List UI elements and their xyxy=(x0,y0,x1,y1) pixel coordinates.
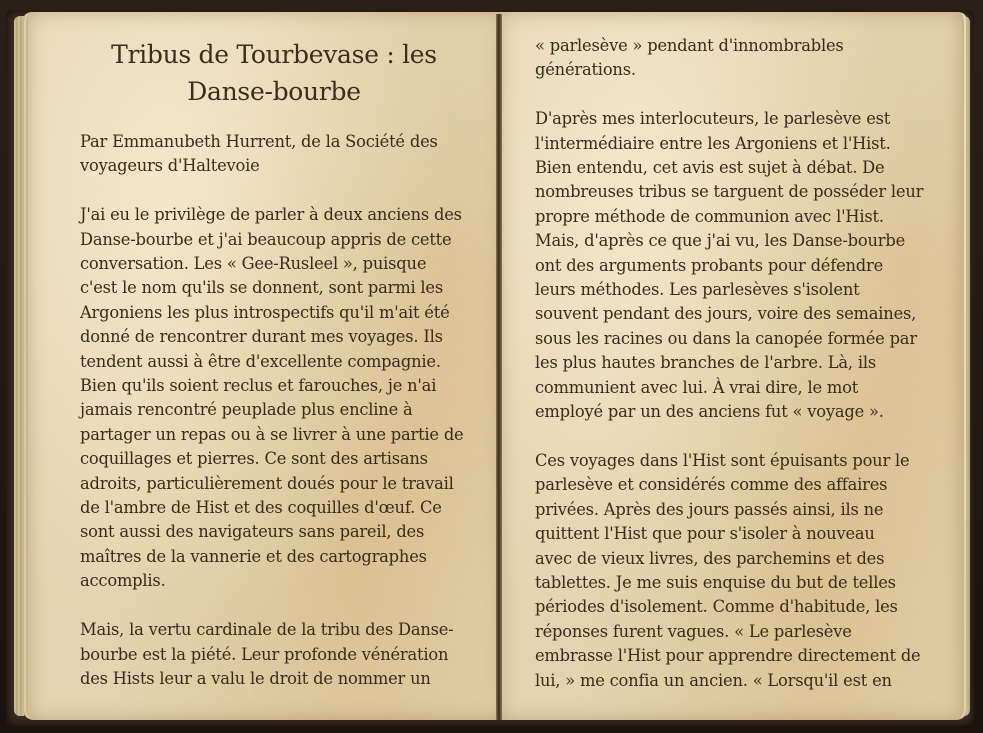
text-line: tablettes. Je me suis enquise du but de telles xyxy=(535,572,896,592)
text-line: partager un repas ou à se livrer à une partie de xyxy=(80,424,464,444)
text-line: souvent pendant des jours, voire des semaines, xyxy=(535,304,917,324)
text-line: tendent aussi à être d'excellente compagnie. xyxy=(80,351,441,371)
text-line: communient avec lui. À vrai dire, le mot xyxy=(535,377,859,397)
text-line: Danse-bourbe et j'ai beaucoup appris de cette xyxy=(80,229,452,249)
text-line: jamais rencontré peuplade plus encline à xyxy=(80,400,413,420)
text-line: Bien qu'ils soient reclus et farouches, je n'ai xyxy=(80,376,437,396)
paragraph xyxy=(535,34,930,83)
text-line: générations. xyxy=(535,60,636,80)
text-line: l'intermédiaire entre les Argoniens et l'Hist. xyxy=(535,133,891,153)
text-line: maîtres de la vannerie et des cartographes xyxy=(80,546,427,566)
text-line: lui, » me confia un ancien. « Lorsqu'il est en xyxy=(535,670,892,690)
paragraph xyxy=(80,618,470,691)
text-line: de l'ambre de Hist et des coquilles d'œuf. Ce xyxy=(80,498,442,518)
text-line: J'ai eu le privilège de parler à deux anciens des xyxy=(80,205,462,225)
author-byline xyxy=(80,130,470,179)
text-line: sont aussi des navigateurs sans pareil, des xyxy=(80,522,425,542)
text-line: parlesève et considérés comme des affaires xyxy=(535,475,888,495)
text-line: adroits, particulièrement doués pour le travail xyxy=(80,473,454,493)
byline-line: voyageurs d'Haltevoie xyxy=(80,156,260,176)
paragraph xyxy=(535,449,930,693)
left-page-text xyxy=(80,130,470,691)
text-line: sous les racines ou dans la canopée formée par xyxy=(535,328,917,348)
byline-line: Par Emmanubeth Hurrent, de la Société des xyxy=(80,132,438,151)
title-line: Tribus de Tourbevase : les xyxy=(111,40,437,69)
text-line: bourbe est la piété. Leur profonde vénération xyxy=(80,644,449,664)
text-line: accomplis. xyxy=(80,571,166,591)
text-line: les plus hautes branches de l'arbre. Là, ils xyxy=(535,353,877,373)
text-line: propre méthode de communion avec l'Hist. xyxy=(535,206,884,226)
text-line: réponses furent vagues. « Le parlesève xyxy=(535,621,852,641)
text-line: nombreuses tribus se targuent de posséder leur xyxy=(535,182,924,202)
text-line: leurs méthodes. Les parlesèves s'isolent xyxy=(535,280,860,300)
text-line: coquillages et pierres. Ce sont des artisans xyxy=(80,449,428,469)
text-line: Mais, d'après ce que j'ai vu, les Danse-bourbe xyxy=(535,231,906,251)
text-line: donné de rencontrer durant mes voyages. Ils xyxy=(80,327,443,347)
text-line: Bien entendu, cet avis est sujet à débat. De xyxy=(535,158,885,178)
text-line: Argoniens les plus introspectifs qu'il m'ait été xyxy=(80,302,450,322)
text-line: embrasse l'Hist pour apprendre directement de xyxy=(535,646,921,666)
paragraph xyxy=(80,203,470,594)
text-line: quittent l'Hist que pour s'isoler à nouveau xyxy=(535,524,875,544)
text-line: privées. Après des jours passés ainsi, ils ne xyxy=(535,499,884,519)
text-line: Ces voyages dans l'Hist sont épuisants pour le xyxy=(535,450,910,470)
text-line: avec de vieux livres, des parchemins et des xyxy=(535,548,885,568)
text-line: c'est le nom qu'ils se donnent, sont parmi les xyxy=(80,278,444,298)
book-title xyxy=(70,36,478,110)
text-line: employé par un des anciens fut « voyage ». xyxy=(535,402,884,422)
text-line: périodes d'isolement. Comme d'habitude, les xyxy=(535,597,898,617)
text-line: D'après mes interlocuteurs, le parlesève est xyxy=(535,109,891,129)
right-page-text xyxy=(535,34,930,693)
text-line: des Hists leur a valu le droit de nommer un xyxy=(80,668,431,688)
title-line: Danse-bourbe xyxy=(187,77,361,106)
text-line: « parlesève » pendant d'innombrables xyxy=(535,36,844,55)
text-line: ont des arguments probants pour défendre xyxy=(535,255,884,275)
text-line: Mais, la vertu cardinale de la tribu des Danse- xyxy=(80,620,454,640)
paragraph xyxy=(535,107,930,424)
text-line: conversation. Les « Gee-Rusleel », puisque xyxy=(80,254,427,274)
book-gutter xyxy=(496,14,502,720)
